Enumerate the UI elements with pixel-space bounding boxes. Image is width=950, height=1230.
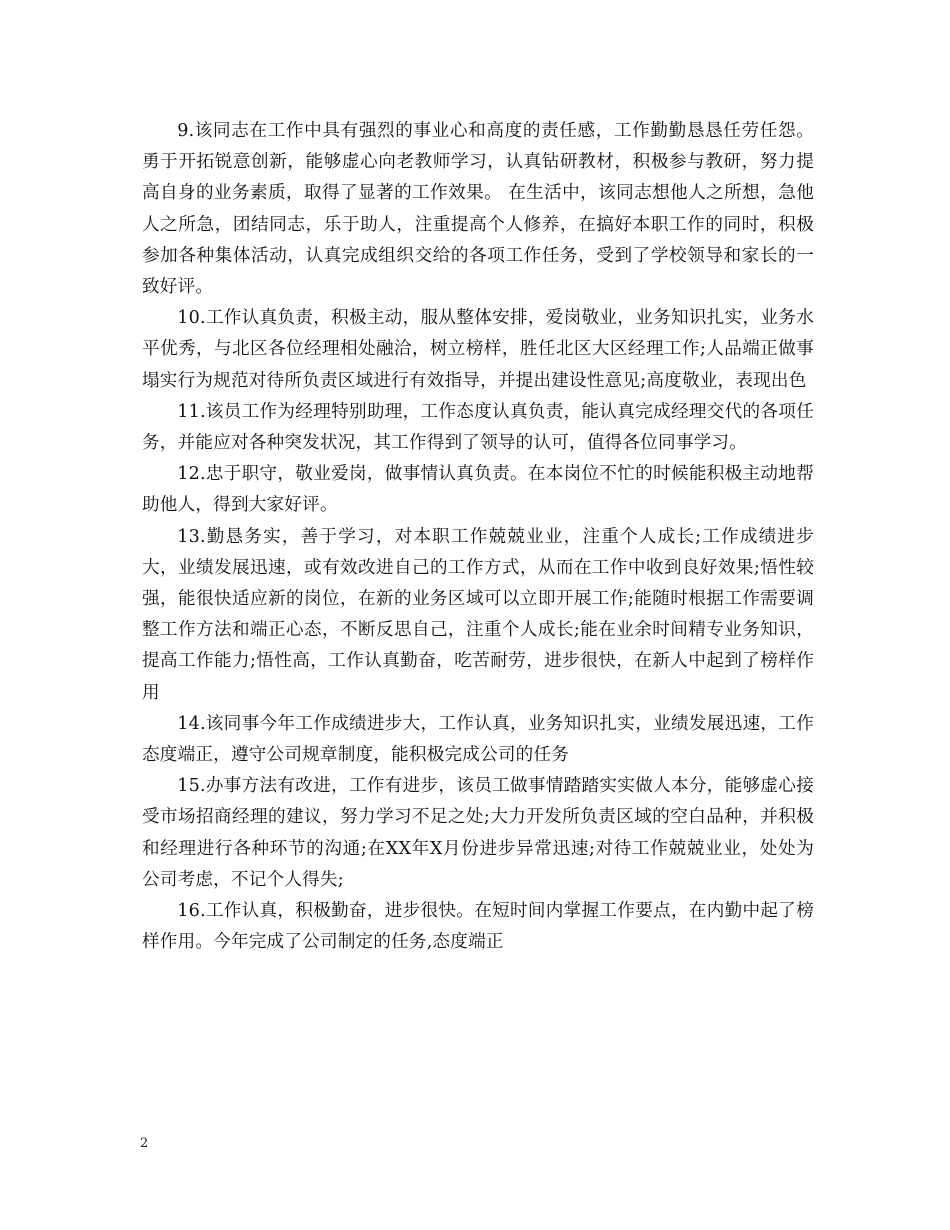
paragraph-10: 10.工作认真负责，积极主动，服从整体安排，爱岗敬业，业务知识扎实，业务水平优秀，与北区各位经理相处融洽，树立榜样，胜任北区大区经理工作;人品端正做事塌实行为规范对待所负责区域进行有效指导，并提出建设性意见;高度敬业，表现出色	[142, 308, 814, 391]
paragraph-15: 15.办事方法有改进，工作有进步，该员工做事情踏踏实实做人本分，能够虚心接受市场招商经理的建议，努力学习不足之处;大力开发所负责区域的空白品种，并积极和经理进行各种环节的沟通;在XX年X月份进步异常迅速;对待工作兢兢业业，处处为公司考虑，不记个人得失;	[142, 776, 814, 890]
paragraph-12: 12.忠于职守，敬业爱岗，做事情认真负责。在本岗位不忙的时候能积极主动地帮助他人，得到大家好评。	[142, 464, 814, 516]
paragraph-11: 11.该员工作为经理特别助理，工作态度认真负责，能认真完成经理交代的各项任务，并能应对各种突发状况，其工作得到了领导的认可，值得各位同事学习。	[142, 401, 814, 454]
paragraph-13: 13.勤恳务实，善于学习，对本职工作兢兢业业，注重个人成长;工作成绩进步大，业绩发展迅速，或有效改进自己的工作方式，从而在工作中收到良好效果;悟性较强，能很快适应新的岗位，在新的业务区域可以立即开展工作;能随时根据工作需要调整工作方法和端正心态，不断反思自己，注重个人成长;能在业余时间精专业务知识，提高工作能力;悟性高，工作认真勤奋，吃苦耐劳，进步很快，在新人中起到了榜样作用	[142, 526, 814, 703]
paragraph-16: 16.工作认真，积极勤奋，进步很快。在短时间内掌握工作要点，在内勤中起了榜样作用。今年完成了公司制定的任务,态度端正	[142, 901, 814, 953]
page-number: 2	[140, 1136, 149, 1151]
paragraph-14: 14.该同事今年工作成绩进步大，工作认真，业务知识扎实，业绩发展迅速，工作态度端正，遵守公司规章制度，能积极完成公司的任务	[142, 713, 814, 766]
document-body	[142, 116, 814, 958]
paragraph-9: 9.该同志在工作中具有强烈的事业心和高度的责任感，工作勤勤恳恳任劳任怨。勇于开拓锐意创新，能够虚心向老教师学习，认真钻研教材，积极参与教研，努力提高自身的业务素质，取得了显著的工作效果。 在生活中，该同志想他人之所想，急他人之所急，团结同志，乐于助人，注重提高个人修养，在搞好本职工作的同时，积极参加各种集体活动，认真完成组织交给的各项工作任务，受到了学校领导和家长的一致好评。	[142, 121, 814, 298]
